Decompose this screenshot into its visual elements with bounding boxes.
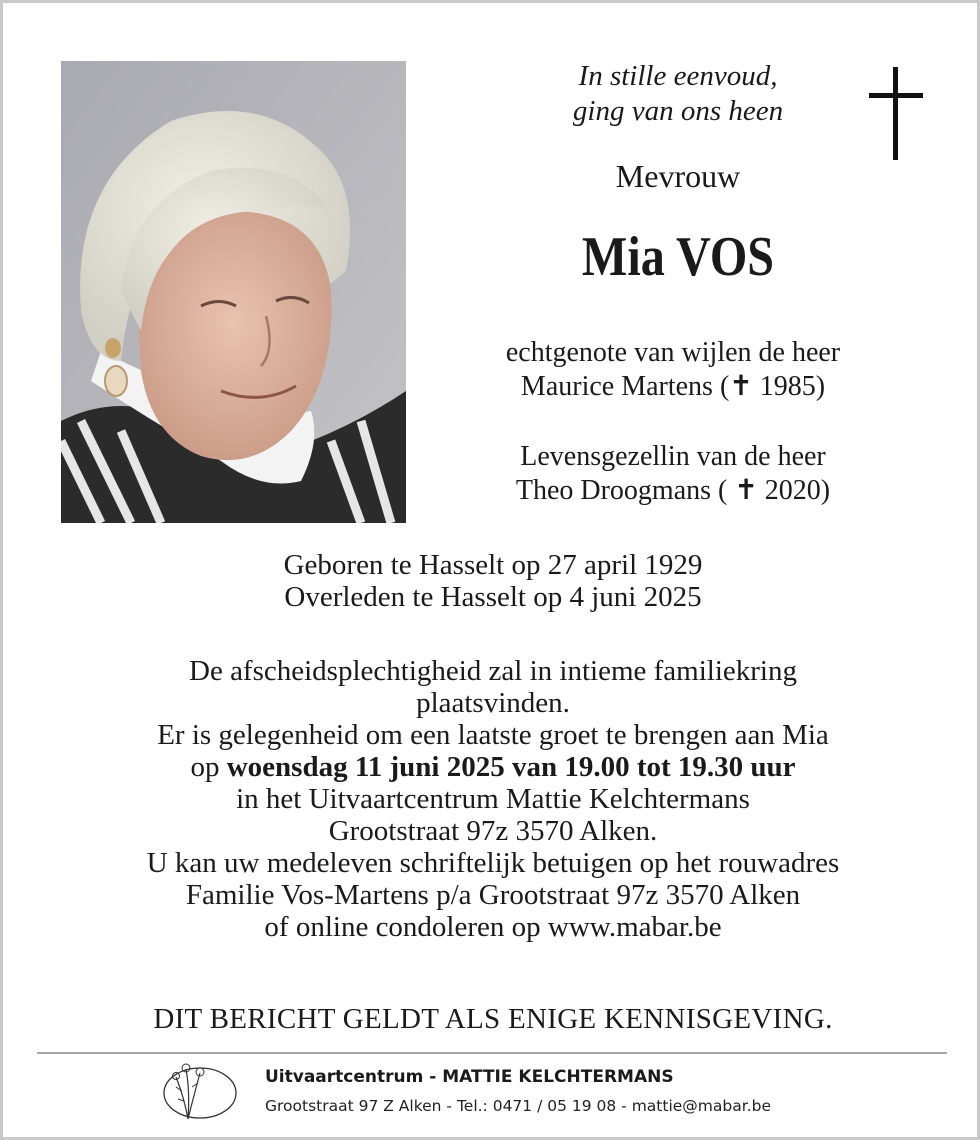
flower-logo-icon [158,1061,248,1121]
partner-line-1: Levensgezellin van de heer [520,441,826,472]
ceremony-line-5: in het Uitvaartcentrum Mattie Kelchtermans [236,783,750,815]
life-dates [33,549,953,613]
footer-divider [37,1052,947,1054]
intro-line-2: ging van ons heen [572,95,784,127]
ceremony-line-1: De afscheidsplechtigheid zal in intieme familiekring [189,655,797,687]
ceremony-line-2: plaatsvinden. [416,687,570,719]
ceremony-line-3: Er is gelegenheid om een laatste groet te brengen aan Mia [157,719,829,751]
spouse-line-1: echtgenote van wijlen de heer [505,337,841,368]
spouse-line-2: Maurice Martens (✝ 1985) [520,371,826,402]
visitation-time: woensdag 11 juni 2025 van 19.00 tot 19.30 uur [226,751,796,783]
notice-text: DIT BERICHT GELDT ALS ENIGE KENNISGEVING. [153,1003,833,1035]
intro-text [463,59,893,129]
spouse-info [433,336,913,404]
ceremony-line-9: of online condoleren op www.mabar.be [264,911,722,943]
ceremony-line-4 [33,751,953,783]
cross-icon [865,63,927,163]
funeral-home-name: Uitvaartcentrum - MATTIE KELCHTERMANS [265,1067,674,1087]
honorific: Mevrouw [615,158,741,194]
birth-date: Geboren te Hasselt op 27 april 1929 [283,549,703,581]
death-date: Overleden te Hasselt op 4 juni 2025 [284,581,702,613]
ceremony-line-8: Familie Vos-Martens p/a Grootstraat 97z 3570 Alken [185,879,801,911]
funeral-home-address: Grootstraat 97 Z Alken - Tel.: 0471 / 05 19 08 - mattie@mabar.be [265,1097,771,1115]
ceremony-line-6: Grootstraat 97z 3570 Alken. [328,815,658,847]
ceremony-details [33,655,953,943]
portrait-photo [61,61,406,523]
ceremony-line-7: U kan uw medeleven schriftelijk betuigen op het rouwadres [146,847,840,879]
ceremony-line-4-prefix: op [190,751,220,783]
intro-line-1: In stille eenvoud, [578,60,778,92]
deceased-name: Mia VOS [581,226,775,288]
partner-line-2: Theo Droogmans ( ✝ 2020) [515,475,831,506]
partner-info [433,440,913,508]
